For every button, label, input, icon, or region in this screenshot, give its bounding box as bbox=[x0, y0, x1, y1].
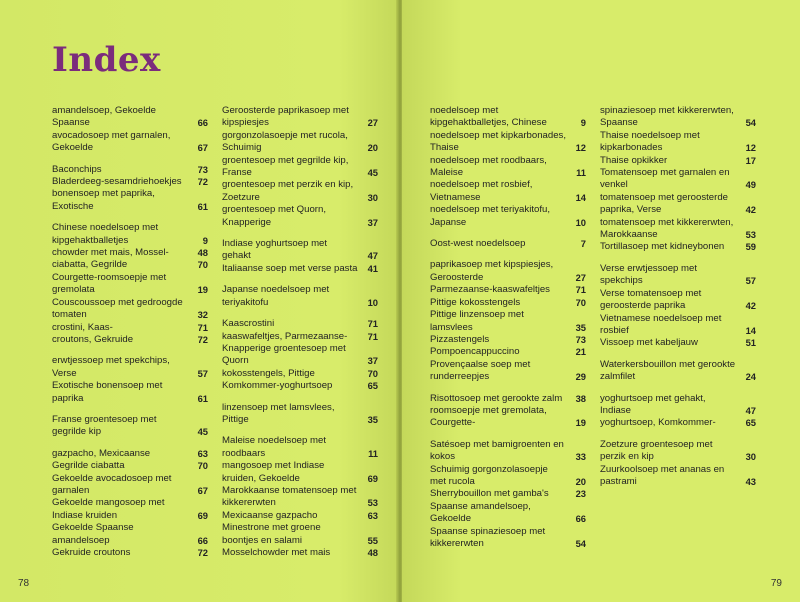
index-entry bbox=[52, 222, 208, 247]
index-entry bbox=[600, 359, 756, 384]
entry-page-number: 65 bbox=[745, 417, 756, 429]
entry-term: groentesoep met gegrilde kip, Franse bbox=[222, 154, 349, 179]
entry-term: Japanse noedelsoep met teriyakitofu bbox=[222, 284, 330, 308]
entry-page-number: 71 bbox=[367, 318, 378, 330]
entry-term: gorgonzolasoepje met rucola, Schuimig bbox=[222, 129, 348, 154]
index-entry bbox=[600, 241, 756, 253]
entry-page-number: 24 bbox=[745, 371, 756, 383]
index-entry bbox=[52, 272, 208, 297]
index-entry bbox=[600, 192, 756, 217]
index-entry bbox=[600, 439, 756, 464]
index-entry bbox=[430, 259, 586, 284]
index-entry bbox=[52, 334, 208, 346]
entry-page-number: 69 bbox=[367, 472, 378, 484]
entry-term: noedelsoep met roodbaars, Maleise bbox=[430, 154, 547, 179]
index-entry bbox=[430, 346, 586, 358]
entry-page-number: 9 bbox=[202, 234, 208, 246]
entry-page-number: 73 bbox=[197, 163, 208, 175]
index-entry bbox=[222, 263, 378, 275]
entry-page-number: 10 bbox=[367, 296, 378, 308]
entry-term: ciabatta, Gegrilde bbox=[52, 259, 128, 271]
entry-page-number: 70 bbox=[197, 259, 208, 271]
index-entry bbox=[222, 435, 378, 460]
entry-term: kaaswafeltjes, Parmezaanse- bbox=[222, 330, 348, 342]
page-number-right: 79 bbox=[770, 578, 782, 589]
entry-term: linzensoep met lamsvlees, Pittige bbox=[222, 401, 335, 425]
index-entry bbox=[600, 130, 756, 155]
index-entry bbox=[52, 522, 208, 547]
index-entry bbox=[52, 164, 208, 176]
index-entry bbox=[600, 337, 756, 349]
entry-page-number: 47 bbox=[367, 250, 378, 262]
entry-page-number: 66 bbox=[197, 534, 208, 546]
index-entry bbox=[52, 297, 208, 322]
index-entry bbox=[600, 288, 756, 313]
entry-term: Thaise noedelsoep met kipkarbonades bbox=[600, 129, 700, 154]
entry-term: Franse groentesoep met gegrilde kip bbox=[52, 413, 157, 438]
entry-term: Thaise opkikker bbox=[600, 154, 668, 166]
index-entry bbox=[222, 238, 378, 263]
entry-page-number: 51 bbox=[745, 337, 756, 349]
entry-page-number: 35 bbox=[367, 413, 378, 425]
index-entry bbox=[52, 259, 208, 271]
entry-term: Waterkersbouillon met gerookte zalmfilet bbox=[600, 358, 736, 383]
index-entry bbox=[52, 247, 208, 259]
entry-term: amandelsoep, Gekoelde Spaanse bbox=[52, 105, 157, 129]
entry-term: erwtjessoep met spekchips, Verse bbox=[52, 355, 170, 379]
entry-term: kokosstengels, Pittige bbox=[222, 367, 315, 379]
entry-term: Verse erwtjessoep met spekchips bbox=[600, 262, 698, 287]
entry-term: Vietnamese noedelsoep met rosbief bbox=[600, 312, 722, 336]
index-entry bbox=[430, 501, 586, 526]
entry-term: Zoetzure groentesoep met perzik en kip bbox=[600, 438, 713, 463]
entry-page-number: 32 bbox=[197, 309, 208, 321]
entry-page-number: 69 bbox=[197, 509, 208, 521]
entry-term: tomatensoep met kikkererwten, Marokkaanse bbox=[600, 216, 734, 241]
entry-term: Satésoep met bamigroenten en kokos bbox=[430, 438, 564, 463]
entry-term: bonensoep met paprika, Exotische bbox=[52, 188, 155, 212]
entry-term: Zuurkoolsoep met ananas en pastrami bbox=[600, 463, 725, 487]
entry-term: Komkommer-yoghurtsoep bbox=[222, 380, 333, 392]
entry-page-number: 17 bbox=[745, 154, 756, 166]
index-entry bbox=[430, 204, 586, 229]
entry-term: Spaanse spinaziesoep met kikkererwten bbox=[430, 525, 546, 549]
entry-page-number: 12 bbox=[745, 142, 756, 154]
entry-term: tomatensoep met geroosterde paprika, Verse bbox=[600, 191, 728, 216]
entry-page-number: 57 bbox=[745, 275, 756, 287]
entry-page-number: 38 bbox=[575, 392, 586, 404]
index-entry bbox=[600, 105, 756, 130]
index-column-2 bbox=[222, 105, 378, 559]
entry-term: crostini, Kaas- bbox=[52, 321, 113, 333]
index-entry bbox=[430, 359, 586, 384]
index-entry bbox=[222, 522, 378, 547]
index-entry bbox=[52, 497, 208, 522]
index-entry bbox=[600, 263, 756, 288]
index-entry bbox=[52, 460, 208, 472]
index-column-3 bbox=[430, 105, 586, 550]
index-entry bbox=[430, 334, 586, 346]
index-entry bbox=[222, 343, 378, 368]
entry-page-number: 66 bbox=[575, 513, 586, 525]
index-entry bbox=[222, 284, 378, 309]
entry-page-number: 70 bbox=[575, 296, 586, 308]
index-entry bbox=[430, 488, 586, 500]
index-entry bbox=[222, 402, 378, 427]
index-entry bbox=[52, 188, 208, 213]
entry-term: Pizzastengels bbox=[430, 333, 490, 345]
entry-page-number: 48 bbox=[197, 247, 208, 259]
index-entry bbox=[430, 464, 586, 489]
entry-page-number: 19 bbox=[197, 284, 208, 296]
index-entry bbox=[52, 380, 208, 405]
entry-term: Pittige kokosstengels bbox=[430, 296, 521, 308]
entry-term: Knapperige groentesoep met Quorn bbox=[222, 342, 346, 367]
entry-term: Baconchips bbox=[52, 163, 102, 175]
index-entry bbox=[52, 355, 208, 380]
entry-page-number: 42 bbox=[745, 300, 756, 312]
index-entry bbox=[52, 130, 208, 155]
entry-page-number: 53 bbox=[745, 229, 756, 241]
entry-term: Italiaanse soep met verse pasta bbox=[222, 262, 358, 274]
index-entry bbox=[430, 439, 586, 464]
index-entry bbox=[222, 130, 378, 155]
index-entry bbox=[600, 217, 756, 242]
entry-page-number: 61 bbox=[197, 392, 208, 404]
index-entry bbox=[222, 204, 378, 229]
entry-page-number: 30 bbox=[367, 191, 378, 203]
entry-term: noedelsoep met kipkarbonades, Thaise bbox=[430, 129, 567, 154]
entry-page-number: 14 bbox=[745, 324, 756, 336]
entry-term: croutons, Gekruide bbox=[52, 333, 134, 345]
entry-term: Sherrybouillon met gamba's bbox=[430, 488, 549, 500]
entry-page-number: 14 bbox=[575, 191, 586, 203]
entry-page-number: 45 bbox=[197, 426, 208, 438]
entry-page-number: 70 bbox=[367, 367, 378, 379]
entry-page-number: 30 bbox=[745, 451, 756, 463]
entry-term: noedelsoep met teriyakitofu, Japanse bbox=[430, 204, 550, 228]
entry-term: Couscoussoep met gedroogde tomaten bbox=[52, 296, 183, 321]
entry-page-number: 72 bbox=[197, 333, 208, 345]
entry-page-number: 45 bbox=[367, 167, 378, 179]
index-entry bbox=[600, 464, 756, 489]
index-entry bbox=[430, 105, 586, 130]
entry-page-number: 27 bbox=[367, 117, 378, 129]
index-entry bbox=[52, 473, 208, 498]
entry-page-number: 41 bbox=[367, 262, 378, 274]
entry-page-number: 71 bbox=[367, 330, 378, 342]
entry-page-number: 37 bbox=[367, 355, 378, 367]
entry-term: roomsoepje met gremolata, Courgette- bbox=[430, 404, 547, 429]
index-entry bbox=[52, 176, 208, 188]
index-entry bbox=[600, 393, 756, 418]
index-entry bbox=[222, 510, 378, 522]
index-entry bbox=[430, 238, 586, 250]
index-entry bbox=[430, 393, 586, 405]
entry-page-number: 66 bbox=[197, 117, 208, 129]
entry-term: mangosoep met Indiase kruiden, Gekoelde bbox=[222, 460, 325, 484]
entry-page-number: 54 bbox=[575, 538, 586, 549]
page-number-left: 78 bbox=[18, 578, 30, 589]
index-entry bbox=[52, 322, 208, 334]
entry-term: Gekoelde avocadosoep met garnalen bbox=[52, 472, 172, 496]
entry-term: groentesoep met perzik en kip, Zoetzure bbox=[222, 179, 354, 203]
entry-page-number: 9 bbox=[580, 117, 586, 129]
entry-term: Chinese noedelsoep met kipgehaktballetjes bbox=[52, 222, 159, 246]
entry-term: Gekruide croutons bbox=[52, 547, 131, 558]
entry-page-number: 71 bbox=[575, 284, 586, 296]
index-entry bbox=[430, 405, 586, 430]
entry-term: paprikasoep met kipspiesjes, Geroosterde bbox=[430, 259, 554, 283]
entry-page-number: 67 bbox=[197, 142, 208, 154]
entry-page-number: 19 bbox=[575, 417, 586, 429]
index-entry bbox=[52, 105, 208, 130]
entry-term: chowder met mais, Mossel- bbox=[52, 247, 169, 259]
index-entry bbox=[222, 105, 378, 130]
index-entry bbox=[222, 547, 378, 559]
index-entry bbox=[222, 155, 378, 180]
entry-term: avocadosoep met garnalen, Gekoelde bbox=[52, 129, 171, 154]
index-entry bbox=[430, 526, 586, 551]
entry-page-number: 21 bbox=[575, 346, 586, 358]
entry-term: Verse tomatensoep met geroosterde paprika bbox=[600, 287, 702, 312]
entry-term: yoghurtsoep met gehakt, Indiase bbox=[600, 392, 706, 416]
entry-page-number: 11 bbox=[368, 447, 378, 459]
entry-term: Parmezaanse-kaaswafeltjes bbox=[430, 284, 550, 296]
entry-term: spinaziesoep met kikkererwten, Spaanse bbox=[600, 105, 734, 129]
entry-term: Provençaalse soep met runderreepjes bbox=[430, 358, 531, 383]
entry-page-number: 59 bbox=[745, 241, 756, 253]
entry-page-number: 10 bbox=[575, 216, 586, 228]
entry-term: Risottosoep met gerookte zalm bbox=[430, 392, 563, 404]
left-page bbox=[0, 0, 398, 602]
index-entry bbox=[52, 547, 208, 559]
index-entry bbox=[222, 318, 378, 330]
entry-term: Bladerdeeg-sesamdriehoekjes bbox=[52, 176, 182, 188]
index-entry bbox=[222, 485, 378, 510]
entry-term: Gekoelde mangosoep met Indiase kruiden bbox=[52, 497, 165, 521]
entry-page-number: 33 bbox=[575, 451, 586, 463]
index-entry bbox=[222, 368, 378, 380]
entry-term: Pittige linzensoep met lamsvlees bbox=[430, 309, 524, 333]
entry-term: Mexicaanse gazpacho bbox=[222, 509, 318, 521]
entry-term: noedelsoep met rosbief, Vietnamese bbox=[430, 179, 533, 203]
entry-page-number: 72 bbox=[197, 176, 208, 188]
entry-page-number: 7 bbox=[580, 238, 586, 250]
entry-page-number: 27 bbox=[575, 271, 586, 283]
index-entry bbox=[430, 309, 586, 334]
index-entry bbox=[222, 460, 378, 485]
index-column-4 bbox=[600, 105, 756, 488]
index-entry bbox=[52, 448, 208, 460]
entry-page-number: 47 bbox=[745, 404, 756, 416]
entry-page-number: 37 bbox=[367, 216, 378, 228]
entry-term: Oost-west noedelsoep bbox=[430, 238, 526, 250]
entry-term: Gekoelde Spaanse amandelsoep bbox=[52, 522, 134, 546]
entry-page-number: 12 bbox=[575, 142, 586, 154]
entry-page-number: 20 bbox=[575, 475, 586, 487]
index-entry bbox=[52, 414, 208, 439]
entry-term: Minestrone met groene boontjes en salami bbox=[222, 522, 321, 546]
entry-page-number: 29 bbox=[575, 371, 586, 383]
entry-page-number: 72 bbox=[197, 547, 208, 558]
entry-page-number: 70 bbox=[197, 460, 208, 472]
entry-page-number: 35 bbox=[575, 321, 586, 333]
entry-page-number: 61 bbox=[197, 200, 208, 212]
index-entry bbox=[222, 380, 378, 392]
entry-term: Mosselchowder met mais bbox=[222, 547, 331, 558]
index-column-1 bbox=[52, 105, 208, 559]
entry-page-number: 73 bbox=[575, 333, 586, 345]
entry-page-number: 71 bbox=[197, 321, 208, 333]
entry-term: groentesoep met Quorn, Knapperige bbox=[222, 204, 326, 228]
entry-term: Marokkaanse tomatensoep met kikkererwten bbox=[222, 484, 357, 509]
entry-page-number: 11 bbox=[576, 167, 586, 179]
entry-term: Tortillasoep met kidneybonen bbox=[600, 241, 725, 253]
entry-page-number: 20 bbox=[367, 142, 378, 154]
index-entry bbox=[430, 284, 586, 296]
entry-page-number: 54 bbox=[745, 117, 756, 129]
entry-page-number: 63 bbox=[367, 509, 378, 521]
entry-term: Vissoep met kabeljauw bbox=[600, 337, 698, 349]
entry-term: Exotische bonensoep met paprika bbox=[52, 380, 163, 404]
entry-term: Tomatensoep met garnalen en venkel bbox=[600, 167, 730, 191]
index-entry bbox=[222, 331, 378, 343]
index-entry bbox=[430, 297, 586, 309]
index-entry bbox=[600, 417, 756, 429]
index-entry bbox=[430, 130, 586, 155]
index-entry bbox=[430, 155, 586, 180]
entry-term: Spaanse amandelsoep, Gekoelde bbox=[430, 500, 531, 525]
entry-page-number: 65 bbox=[367, 380, 378, 392]
entry-term: noedelsoep met kipgehaktballetjes, Chinese bbox=[430, 105, 547, 129]
entry-page-number: 48 bbox=[367, 547, 378, 558]
entry-term: Kaascrostini bbox=[222, 318, 275, 330]
entry-page-number: 67 bbox=[197, 484, 208, 496]
entry-term: Gegrilde ciabatta bbox=[52, 460, 125, 472]
entry-page-number: 63 bbox=[197, 447, 208, 459]
entry-term: Schuimig gorgonzolasoepje met rucola bbox=[430, 463, 548, 487]
right-page bbox=[402, 0, 800, 602]
entry-page-number: 55 bbox=[367, 534, 378, 546]
entry-page-number: 23 bbox=[575, 488, 586, 500]
entry-term: Indiase yoghurtsoep met gehakt bbox=[222, 238, 328, 262]
index-entry bbox=[600, 167, 756, 192]
entry-page-number: 43 bbox=[745, 475, 756, 487]
entry-term: Maleise noedelsoep met roodbaars bbox=[222, 435, 326, 459]
index-entry bbox=[222, 179, 378, 204]
entry-term: yoghurtsoep, Komkommer- bbox=[600, 417, 716, 429]
entry-term: Geroosterde paprikasoep met kipspiesjes bbox=[222, 105, 349, 129]
index-entry bbox=[600, 313, 756, 338]
entry-page-number: 53 bbox=[367, 497, 378, 509]
index-title: Index bbox=[52, 40, 161, 80]
entry-page-number: 57 bbox=[197, 367, 208, 379]
index-entry bbox=[430, 179, 586, 204]
entry-page-number: 49 bbox=[745, 179, 756, 191]
entry-term: Courgette-roomsoepje met gremolata bbox=[52, 271, 167, 296]
entry-page-number: 42 bbox=[745, 204, 756, 216]
entry-term: gazpacho, Mexicaanse bbox=[52, 447, 151, 459]
index-entry bbox=[600, 155, 756, 167]
entry-term: Pompoencappuccino bbox=[430, 346, 520, 358]
